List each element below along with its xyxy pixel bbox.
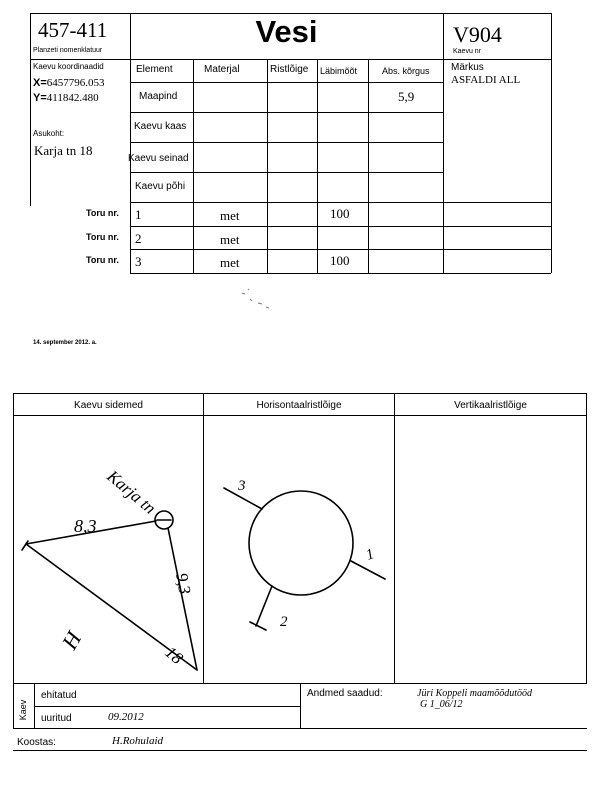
well-number-label: Kaevu nr: [453, 48, 482, 55]
row-element: Kaevu põhi: [135, 181, 186, 192]
nomenclature-label: Planzeti nomenklatuur: [33, 47, 103, 54]
surveyed-label: uuritud: [41, 713, 72, 724]
row-height: 5,9: [398, 89, 415, 104]
location-label: Asukoht:: [33, 129, 65, 138]
col-header-diameter: Läbimõõt: [320, 66, 358, 76]
remarks-label: Märkus: [451, 62, 484, 73]
coord-x: [33, 77, 105, 89]
compiled-by-value: H.Rohulaid: [112, 735, 164, 747]
pipe-number-label: 3: [238, 478, 246, 494]
pipe-material: met: [220, 208, 240, 223]
pipe-label: Toru nr.: [86, 255, 119, 265]
pipe-material: met: [220, 232, 240, 247]
col-header-material: Materjal: [204, 64, 240, 75]
well-circle: [249, 491, 353, 595]
pipe-number-label: 1: [363, 546, 377, 564]
pipe-label: Toru nr.: [86, 232, 119, 242]
distance-label: 8,3: [74, 516, 97, 536]
pipe-line: [351, 561, 385, 579]
col-header-section: Ristlõige: [270, 64, 309, 75]
compiled-by-label: Koostas:: [17, 737, 56, 748]
house-letter: H: [56, 627, 87, 654]
pipe-number: 1: [135, 207, 142, 222]
horizontal-section-sketch: [204, 416, 394, 682]
pipe-number-label: 2: [280, 614, 288, 630]
coord-x-value: 6457796.053: [46, 77, 105, 89]
col-header-element: Element: [136, 64, 173, 75]
location-value: Karja tn 18: [34, 143, 93, 158]
data-source-label: Andmed saadud:: [307, 688, 383, 699]
date-note: 14. september 2012. a.: [33, 340, 97, 346]
coords-label: Kaevu koordinaadid: [33, 62, 104, 71]
row-element: Maapind: [139, 91, 178, 102]
scan-noise: [230, 285, 290, 325]
col-header-height: Abs. kõrgus: [382, 66, 430, 76]
remarks-value: ASFALDI ALL: [451, 74, 521, 86]
well-number-value: V904: [453, 22, 502, 47]
built-label: ehitatud: [41, 690, 77, 701]
col-header-vertical: Vertikaalristlõige: [454, 400, 527, 411]
data-source-code: G 1_06/12: [420, 699, 463, 710]
house-number: 18: [161, 642, 187, 668]
well-vertical-label: Kaev: [18, 699, 28, 721]
well-links-sketch: [14, 416, 203, 682]
pipe-diameter: 100: [330, 206, 350, 221]
coord-y-value: 411842.480: [46, 92, 99, 104]
coord-y-prefix: Y=: [33, 92, 47, 104]
surveyed-value: 09.2012: [108, 711, 144, 723]
street-name: Karja tn: [103, 466, 160, 518]
form-title: Vesi: [255, 14, 318, 49]
pipe-number: 2: [135, 231, 142, 246]
coord-y: [33, 92, 99, 104]
pipe-number: 3: [135, 254, 142, 269]
coord-x-prefix: X=: [33, 77, 47, 89]
row-element: Kaevu seinad: [128, 153, 189, 164]
row-element: Kaevu kaas: [134, 121, 187, 132]
col-header-well-links: Kaevu sidemed: [74, 400, 143, 411]
pipe-line: [256, 586, 272, 626]
pipe-diameter: 100: [330, 253, 350, 268]
distance-label: 9,3: [172, 571, 195, 596]
col-header-horizontal: Horisontaalristlõige: [256, 400, 342, 411]
pipe-material: met: [220, 255, 240, 270]
nomenclature-value: 457-411: [38, 18, 108, 42]
data-source-value: Jüri Koppeli maamõõdutööd: [417, 688, 532, 699]
pipe-label: Toru nr.: [86, 208, 119, 218]
